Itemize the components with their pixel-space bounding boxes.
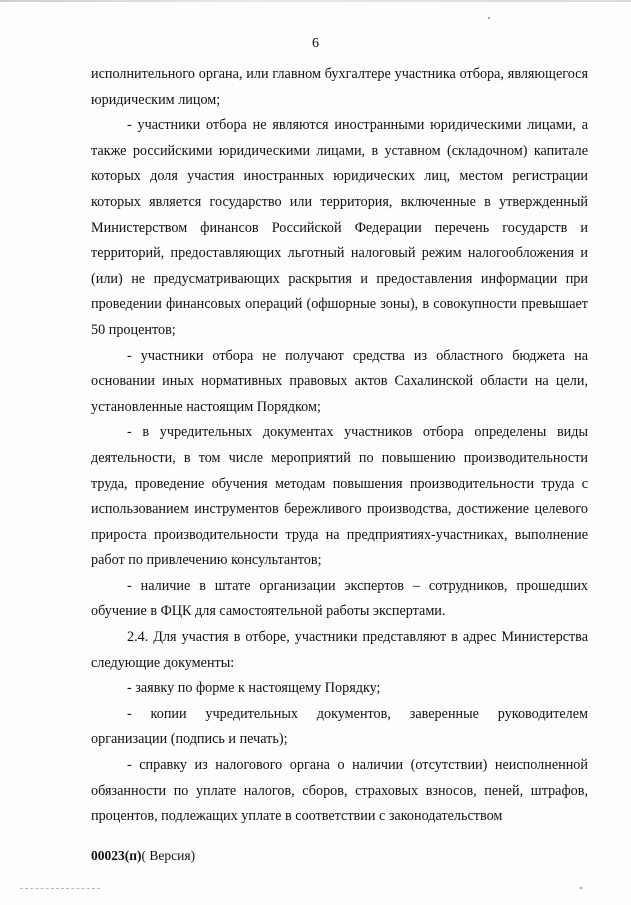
- paragraph: - в учредительных документах участников отбора определены виды деятельности, в том числе мероприятий по повышению производительности труда, проведение обучения методам повышения производительности труда с использованием инструментов бережливого производства, достижение целевого прироста производительности труда на предприятиях-участниках, выполнение работ по привлечению консультантов;: [91, 424, 588, 569]
- paragraph: - справку из налогового органа о наличии (отсутствии) неисполненной обязанности по уплате налогов, сборов, страховых взносов, пеней, штрафов, процентов, подлежащих уплате в соответствии с законодательством: [91, 757, 588, 825]
- paragraph: - наличие в штате организации экспертов – сотрудников, прошедших обучение в ФЦК для самостоятельной работы экспертами.: [91, 577, 588, 620]
- scan-speck: [488, 17, 490, 19]
- scan-speck: [580, 887, 582, 889]
- paragraph: - заявку по форме к настоящему Порядку;: [127, 680, 381, 697]
- document-code: 00023(п): [91, 848, 142, 863]
- paragraph: - участники отбора не являются иностранными юридическими лицами, а также российскими юридическими лицами, в уставном (складочном) капитале которых доля участия иностранных юридических лиц, местом регистрации которых является государство или территория, включенные в утвержденный Министерством финансов Российской Федерации перечень государств и территорий, предоставляющих льготный налоговый режим налогообложения и (или) не предусматривающих раскрытия и предоставления информации при проведении финансовых операций (офшорные зоны), в совокупности превышает 50 процентов;: [91, 117, 588, 338]
- page-number: 6: [312, 36, 319, 51]
- paragraph: - копии учредительных документов, заверенные руководителем организации (подпись и печать);: [91, 705, 588, 748]
- paragraph: - участники отбора не получают средства из областного бюджета на основании иных нормативных правовых актов Сахалинской области на цели, установленные настоящим Порядком;: [91, 347, 588, 415]
- document-footer: [91, 848, 195, 864]
- paragraph: исполнительного органа, или главном бухгалтере участника отбора, являющегося юридическим лицом;: [91, 66, 588, 108]
- document-version: ( Версия): [141, 848, 196, 863]
- paragraph: 2.4. Для участия в отборе, участники представляют в адрес Министерства следующие документы:: [91, 629, 588, 671]
- scan-edge: [0, 0, 631, 2]
- document-body: [91, 62, 588, 830]
- scan-mark: [20, 884, 100, 889]
